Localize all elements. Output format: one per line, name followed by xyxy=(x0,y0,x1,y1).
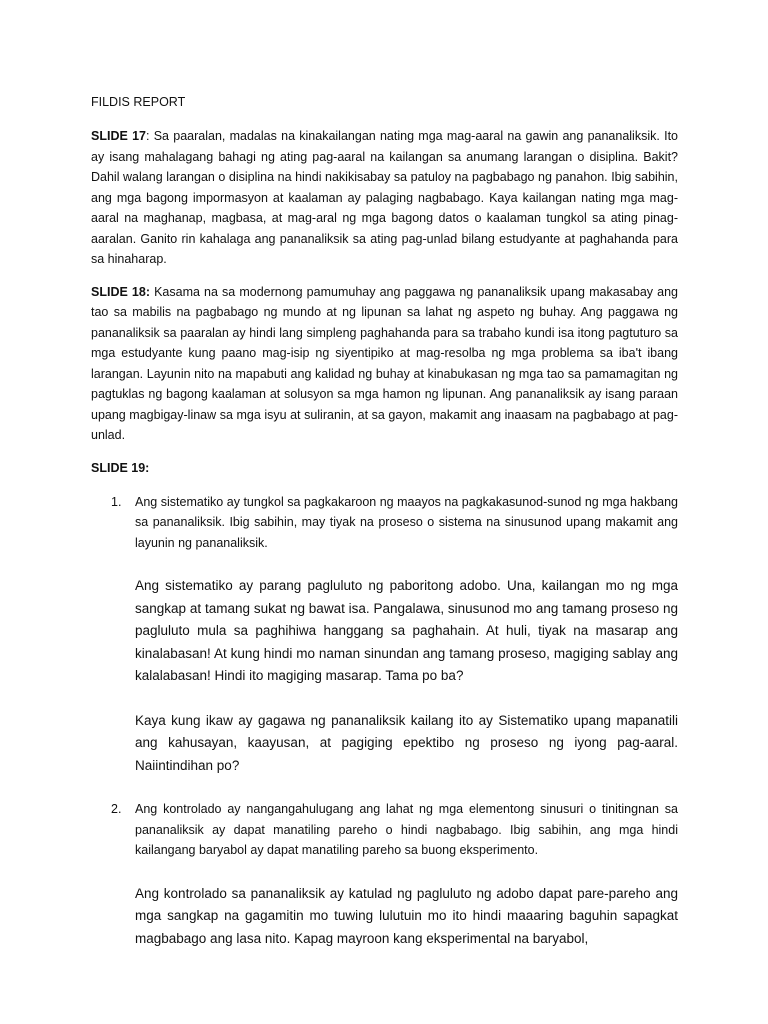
document-title: FILDIS REPORT xyxy=(91,95,186,109)
slide-17-paragraph xyxy=(91,126,678,270)
list-item-definition: Ang kontrolado ay nangangahulugang ang lahat ng mga elementong sinusuri o tinitingnan sa pananaliksik ay dapat manatiling pareho o hindi nagbabago. Ibig sabihin, ang mga hindi kailangang baryabol ay dapat manatiling pareho sa buong eksperimento. xyxy=(135,802,678,857)
slide-17-label: SLIDE 17 xyxy=(91,129,146,143)
slide-19-label: SLIDE 19: xyxy=(91,460,150,475)
slide-18-label: SLIDE 18: xyxy=(91,284,150,299)
list-item-definition: Ang sistematiko ay tungkol sa pagkakaroon ng maayos na pagkakasunod-sunod ng mga hakbang sa pananaliksik. Ibig sabihin, may tiyak na proseso o sistema na sinusunod upang makamit ang layunin ng pananaliksik. xyxy=(135,494,678,550)
list-item-number: 1. xyxy=(111,494,122,509)
slide-19-list xyxy=(91,492,678,951)
slide-18-paragraph xyxy=(91,282,678,446)
slide-17-text: : Sa paaralan, madalas na kinakailangan nating mga mag-aaral na gawin ang pananaliksik. Ito ay isang mahalagang bahagi ng ating pag-aaral na kailangan sa anumang larangan o disiplina. Bakit? Dahil walang larangan o disiplina na hindi nakikisabay sa patuloy na pagbabago ng panahon. Ibig sabihin, ang mga bagong impormasyon at kaalaman ay palaging nagbabago. Kaya kailangan nating mga mag-aaral na maghanap, magbasa, at mag-aral ng mga bagong datos o kaalaman tungkol sa ating pinag-aaralan. Ganito rin kahalaga ang pananaliksik sa ating pag-unlad bilang estudyante at paghahanda para sa hinaharap. xyxy=(91,129,678,266)
document-page xyxy=(91,92,678,972)
slide-19-heading xyxy=(91,458,678,478)
list-item-conclusion: Kaya kung ikaw ay gagawa ng pananaliksik kailang ito ay Sistematiko upang mapanatili ang kahusayan, kaayusan, at pagiging epektibo ng proseso ng iyong pag-aaral. Naiintindihan po? xyxy=(135,712,678,773)
list-item xyxy=(91,492,678,778)
list-item-example: Ang sistematiko ay parang pagluluto ng paboritong adobo. Una, kailangan mo ng mga sangkap at tamang sukat ng bawat isa. Pangalawa, sinusunod mo ang tamang proseso ng pagluluto mula sa paghihiwa hanggang sa paghahain. At huli, tiyak na masarap ang kinalabasan! At kung hindi mo naman sinundan ang tamang proseso, magiging sablay ang kalalabasan! Hindi ito magiging masarap. Tama po ba? xyxy=(135,578,678,683)
list-item-example: Ang kontrolado sa pananaliksik ay katulad ng pagluluto ng adobo dapat pare-pareho ang mga sangkap na gagamitin mo tuwing lulutuin mo ito hindi maaaring baguhin sapagkat magbabago ang lasa nito. Kapag mayroon kang eksperimental na baryabol, xyxy=(135,885,678,946)
list-item-number: 2. xyxy=(111,802,122,816)
list-item xyxy=(91,799,678,950)
slide-18-text: Kasama na sa modernong pamumuhay ang paggawa ng pananaliksik upang makasabay ang tao sa mabilis na pagbabago ng mundo at ng lipunan sa lahat ng aspeto ng buhay. Ang paggawa ng pananaliksik sa paaralan ay hindi lang simpleng paghahanda para sa trabaho kundi isa itong pagtuturo sa mga estudyante kung paano mag-isip ng siyentipiko at mag-resolba ng mga problema sa iba't ibang larangan. Layunin nito na mapabuti ang kalidad ng buhay at kinabukasan ng mga tao sa pamamagitan ng pagtuklas ng bagong kaalaman at solusyon sa mga hamon ng lipunan. Ang pananaliksik ay isang paraan upang magbigay-linaw sa mga isyu at suliranin, at sa gayon, makamit ang inaasam na pagbabago at pag-unlad. xyxy=(91,284,678,442)
